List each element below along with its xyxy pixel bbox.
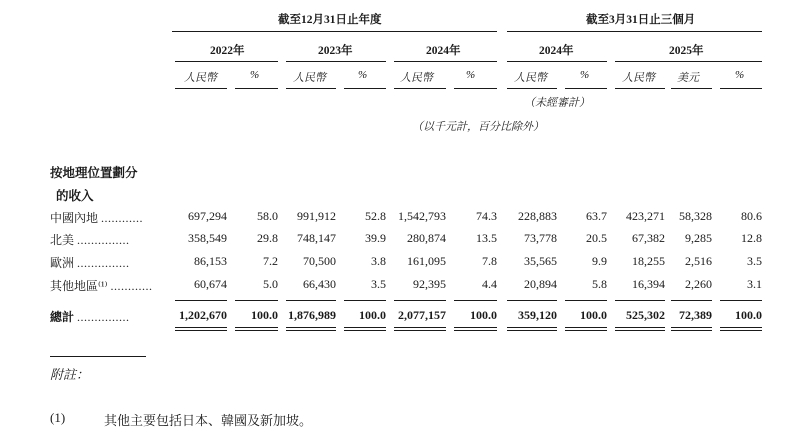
- table-cell: 423,271: [626, 209, 665, 223]
- total-rule: [454, 300, 497, 301]
- unit-2022-pct: %: [250, 69, 260, 81]
- unit-q2024-rmb: 人民幣: [514, 72, 547, 84]
- table-cell: 39.9: [365, 231, 386, 245]
- total-cell: 100.0: [735, 308, 762, 322]
- rule-unit: [565, 88, 607, 89]
- unit-2024-pct: %: [466, 69, 476, 81]
- table-cell: 92,395: [413, 277, 446, 291]
- table-cell: 3.8: [371, 254, 386, 268]
- total-rule: [565, 300, 607, 301]
- row-label-text: 北美: [50, 233, 75, 247]
- row-leader-dots: ...............: [77, 310, 130, 324]
- total-rule: [507, 327, 557, 328]
- total-rule: [394, 327, 446, 328]
- row-label: [50, 254, 130, 271]
- table-cell: 9.9: [592, 254, 607, 268]
- rule-q-year-2024: [507, 61, 607, 62]
- total-rule: [565, 330, 607, 331]
- table-cell: 228,883: [518, 209, 557, 223]
- total-cell: 100.0: [470, 308, 497, 322]
- rule-unit: [235, 88, 278, 89]
- total-rule: [286, 330, 336, 331]
- total-rule: [565, 327, 607, 328]
- table-cell: 20,894: [524, 277, 557, 291]
- table-cell: 35,565: [524, 254, 557, 268]
- unaudited-note: （未經審計）: [524, 97, 590, 109]
- row-leader-dots: ............: [101, 211, 144, 225]
- total-rule: [671, 327, 712, 328]
- table-cell: 13.5: [476, 231, 497, 245]
- footnote-title: 附註：: [50, 367, 90, 382]
- table-cell: 52.8: [365, 209, 386, 223]
- row-label: [50, 277, 153, 294]
- row-label-text: 其他地區⁽¹⁾: [50, 279, 108, 293]
- total-rule: [671, 330, 712, 331]
- total-rule: [175, 300, 227, 301]
- table-cell: 358,549: [188, 231, 227, 245]
- total-label: [50, 308, 130, 325]
- header-q-year-2024: 2024年: [539, 45, 574, 57]
- table-cell: 7.2: [263, 254, 278, 268]
- row-label-text: 總計: [50, 310, 75, 324]
- total-cell: 525,302: [626, 308, 665, 322]
- table-cell: 1,542,793: [398, 209, 446, 223]
- unit-q2024-pct: %: [580, 69, 590, 81]
- table-cell: 991,912: [297, 209, 336, 223]
- table-cell: 63.7: [586, 209, 607, 223]
- rule-unit: [175, 88, 227, 89]
- rule-year-2024: [394, 61, 497, 62]
- total-rule: [286, 327, 336, 328]
- rule-unit: [507, 88, 557, 89]
- table-cell: 16,394: [632, 277, 665, 291]
- rule-unit: [344, 88, 386, 89]
- table-cell: 3.5: [747, 254, 762, 268]
- total-rule: [720, 327, 762, 328]
- unit-2023-rmb: 人民幣: [293, 72, 326, 84]
- table-cell: 67,382: [632, 231, 665, 245]
- total-rule: [720, 300, 762, 301]
- table-cell: 60,674: [194, 277, 227, 291]
- rule-unit: [671, 88, 712, 89]
- total-rule: [394, 330, 446, 331]
- rule-unit: [286, 88, 336, 89]
- row-label-text: 歐洲: [50, 256, 75, 270]
- rule-group-quarter: [507, 31, 762, 32]
- table-cell: 5.0: [263, 277, 278, 291]
- section-title: 按地理位置劃分: [50, 166, 138, 180]
- total-rule: [454, 330, 497, 331]
- total-rule: [615, 300, 665, 301]
- row-label-text: 中國內地: [50, 211, 99, 225]
- rule-year-2022: [175, 61, 278, 62]
- total-cell: 72,389: [679, 308, 712, 322]
- header-q-year-2025: 2025年: [669, 45, 704, 57]
- table-cell: 7.8: [482, 254, 497, 268]
- row-leader-dots: ...............: [77, 256, 130, 270]
- row-leader-dots: ............: [110, 279, 153, 293]
- total-rule: [175, 327, 227, 328]
- header-group-year: 截至12月31日止年度: [278, 14, 382, 26]
- table-cell: 9,285: [685, 231, 712, 245]
- table-cell: 3.1: [747, 277, 762, 291]
- total-rule: [720, 330, 762, 331]
- rule-unit: [394, 88, 446, 89]
- unit-q2025-rmb: 人民幣: [622, 72, 655, 84]
- total-rule: [344, 300, 386, 301]
- unit-q2025-pct: %: [735, 69, 745, 81]
- row-leader-dots: ...............: [77, 233, 130, 247]
- header-group-quarter: 截至3月31日止三個月: [586, 14, 696, 26]
- table-cell: 20.5: [586, 231, 607, 245]
- table-cell: 4.4: [482, 277, 497, 291]
- table-cell: 70,500: [303, 254, 336, 268]
- total-rule: [344, 330, 386, 331]
- table-cell: 58,328: [679, 209, 712, 223]
- total-cell: 1,202,670: [179, 308, 227, 322]
- total-rule: [286, 300, 336, 301]
- unit-q2025-usd: 美元: [677, 72, 699, 84]
- total-cell: 100.0: [580, 308, 607, 322]
- total-cell: 100.0: [359, 308, 386, 322]
- total-rule: [394, 300, 446, 301]
- total-rule: [454, 327, 497, 328]
- row-label: [50, 209, 143, 226]
- total-rule: [615, 327, 665, 328]
- units-note: （以千元計，百分比除外）: [412, 121, 544, 133]
- table-cell: 2,260: [685, 277, 712, 291]
- rule-unit: [454, 88, 497, 89]
- total-cell: 2,077,157: [398, 308, 446, 322]
- table-cell: 58.0: [257, 209, 278, 223]
- header-year-2024: 2024年: [426, 45, 461, 57]
- header-year-2022: 2022年: [210, 45, 245, 57]
- table-cell: 73,778: [524, 231, 557, 245]
- total-rule: [615, 330, 665, 331]
- header-year-2023: 2023年: [318, 45, 353, 57]
- unit-2022-rmb: 人民幣: [184, 72, 217, 84]
- footnote-marker: (1): [50, 410, 66, 425]
- rule-year-2023: [286, 61, 386, 62]
- table-cell: 5.8: [592, 277, 607, 291]
- footnote-text: 其他主要包括日本、韓國及新加坡。: [104, 413, 313, 428]
- table-cell: 697,294: [188, 209, 227, 223]
- total-rule: [344, 327, 386, 328]
- rule-q-year-2025: [615, 61, 762, 62]
- total-rule: [507, 300, 557, 301]
- total-rule: [235, 330, 278, 331]
- total-cell: 100.0: [251, 308, 278, 322]
- total-rule: [235, 327, 278, 328]
- total-rule: [671, 300, 712, 301]
- total-cell: 359,120: [518, 308, 557, 322]
- table-cell: 86,153: [194, 254, 227, 268]
- table-cell: 18,255: [632, 254, 665, 268]
- table-cell: 161,095: [407, 254, 446, 268]
- row-label: [50, 231, 130, 248]
- table-cell: 80.6: [741, 209, 762, 223]
- total-rule: [507, 330, 557, 331]
- table-cell: 3.5: [371, 277, 386, 291]
- table-cell: 2,516: [685, 254, 712, 268]
- table-cell: 74.3: [476, 209, 497, 223]
- unit-2023-pct: %: [358, 69, 368, 81]
- total-rule: [235, 300, 278, 301]
- table-cell: 66,430: [303, 277, 336, 291]
- table-cell: 12.8: [741, 231, 762, 245]
- rule-unit: [720, 88, 762, 89]
- table-cell: 748,147: [297, 231, 336, 245]
- unit-2024-rmb: 人民幣: [400, 72, 433, 84]
- section-title-line2: 的收入: [56, 189, 94, 203]
- rule-unit: [615, 88, 665, 89]
- rule-group-year: [172, 31, 497, 32]
- total-rule: [175, 330, 227, 331]
- total-cell: 1,876,989: [288, 308, 336, 322]
- table-cell: 280,874: [407, 231, 446, 245]
- footnote-rule: [50, 356, 146, 357]
- table-cell: 29.8: [257, 231, 278, 245]
